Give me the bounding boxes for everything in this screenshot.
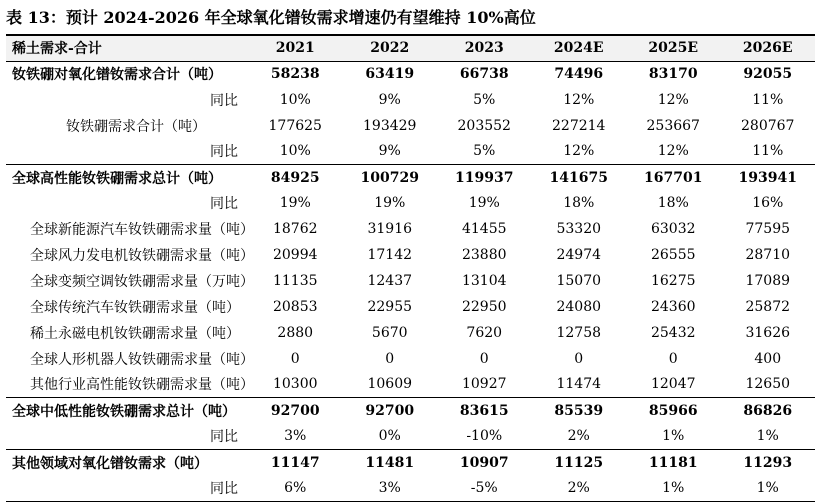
header-year: 2025E [626, 35, 721, 61]
value-cell: 92700 [248, 398, 343, 424]
value-cell: 100729 [343, 165, 438, 191]
value-cell: 203552 [457, 117, 511, 134]
row-label: 钕铁硼需求合计（吨） [66, 118, 206, 135]
table-row [6, 294, 815, 320]
row-label: 其他领域对氧化镨钕需求（吨） [6, 449, 248, 475]
value-cell: 0 [385, 350, 395, 367]
value-cell: 227214 [552, 117, 606, 134]
row-label: 全球风力发电机钕铁硼需求量（吨） [30, 248, 254, 265]
value-cell: 31626 [745, 324, 791, 341]
header-year: 2023 [437, 35, 532, 61]
yoy-value: 12% [657, 91, 689, 108]
header-label: 稀土需求-合计 [6, 35, 248, 61]
value-cell: 17142 [367, 247, 413, 264]
value-cell: 2880 [277, 324, 314, 341]
yoy-value: 18% [657, 195, 689, 212]
value-cell: 85966 [626, 398, 721, 424]
value-cell: 280767 [741, 117, 795, 134]
yoy-value: 11% [752, 143, 784, 160]
yoy-row [6, 139, 815, 165]
yoy-row [6, 87, 815, 113]
total-row [6, 449, 815, 475]
value-cell: 12437 [367, 273, 413, 290]
value-cell: 17089 [745, 273, 791, 290]
yoy-value: 12% [563, 143, 595, 160]
yoy-label: 同比 [210, 429, 238, 446]
value-cell: 15070 [556, 273, 602, 290]
header-year: 2022 [343, 35, 438, 61]
header-year: 2021 [248, 35, 343, 61]
row-label: 钕铁硼对氧化镨钕需求合计（吨） [12, 67, 222, 84]
value-cell: 63032 [650, 221, 696, 238]
yoy-label: 同比 [210, 144, 238, 161]
value-cell: 22950 [461, 298, 507, 315]
value-cell: 12758 [556, 324, 602, 341]
value-cell: 193941 [721, 165, 816, 191]
yoy-value: 0% [378, 428, 401, 445]
value-cell: 167701 [626, 165, 721, 191]
value-cell: 28710 [745, 247, 791, 264]
yoy-label: 同比 [210, 196, 238, 213]
yoy-value: 16% [752, 195, 784, 212]
yoy-value: -5% [437, 475, 532, 501]
value-cell: 22955 [367, 298, 413, 315]
value-cell: 0 [668, 350, 678, 367]
rare-earth-demand-table [6, 34, 815, 502]
value-cell: 10907 [437, 449, 532, 475]
yoy-value: 19% [468, 195, 500, 212]
value-cell: 12650 [745, 376, 791, 393]
yoy-value: 3% [343, 475, 438, 501]
value-cell: 83615 [437, 398, 532, 424]
value-cell: 83170 [648, 66, 698, 83]
value-cell: 193429 [363, 117, 417, 134]
yoy-value: 1% [721, 475, 816, 501]
value-cell: 20853 [272, 298, 318, 315]
header-year: 2026E [721, 35, 816, 61]
value-cell: 16275 [650, 273, 696, 290]
value-cell: 74496 [554, 66, 604, 83]
value-cell: 24080 [556, 298, 602, 315]
value-cell: 58238 [270, 66, 320, 83]
yoy-value: 12% [657, 143, 689, 160]
row-label: 全球高性能钕铁硼需求总计（吨） [6, 165, 248, 191]
value-cell: 26555 [650, 247, 696, 264]
value-cell: 11481 [343, 449, 438, 475]
value-cell: 253667 [646, 117, 700, 134]
yoy-value: 19% [374, 195, 406, 212]
value-cell: 119937 [437, 165, 532, 191]
value-cell: 141675 [532, 165, 627, 191]
value-cell: 24974 [556, 247, 602, 264]
value-cell: 24360 [650, 298, 696, 315]
value-cell: 18762 [272, 221, 318, 238]
value-cell: 92055 [743, 66, 793, 83]
value-cell: 20994 [272, 247, 318, 264]
value-cell: 23880 [461, 247, 507, 264]
yoy-value: 1% [756, 428, 779, 445]
total-row [6, 398, 815, 424]
table-body [6, 61, 815, 501]
yoy-value: 11% [752, 91, 784, 108]
table-title: 表 13：预计 2024-2026 年全球氧化镨钕需求增速仍有望维持 10%高位 [6, 8, 536, 27]
value-cell: 10300 [272, 376, 318, 393]
yoy-row [6, 475, 815, 501]
value-cell: 11135 [272, 273, 318, 290]
row-label: 其他行业高性能钕铁硼需求量（吨） [30, 377, 254, 394]
yoy-value: 12% [563, 91, 595, 108]
yoy-label: 同比 [210, 92, 238, 109]
value-cell: 0 [574, 350, 584, 367]
row-label: 全球新能源汽车钕铁硼需求量（吨） [30, 222, 254, 239]
yoy-value: 19% [279, 195, 311, 212]
yoy-value: 5% [473, 143, 496, 160]
yoy-value: 1% [626, 475, 721, 501]
value-cell: 5670 [371, 324, 408, 341]
table-row [6, 113, 815, 139]
value-cell: 31916 [367, 221, 413, 238]
table-row [6, 320, 815, 346]
yoy-value: 18% [563, 195, 595, 212]
row-label: 全球变频空调钕铁硼需求量（万吨） [30, 274, 254, 291]
value-cell: 0 [290, 350, 300, 367]
table-row [6, 346, 815, 372]
total-row [6, 165, 815, 191]
value-cell: 85539 [532, 398, 627, 424]
yoy-value: 3% [284, 428, 307, 445]
table-header-row [6, 35, 815, 61]
yoy-value: 2% [532, 475, 627, 501]
yoy-row [6, 423, 815, 449]
value-cell: 11474 [556, 376, 602, 393]
value-cell: 25432 [650, 324, 696, 341]
row-label: 稀土永磁电机钕铁硼需求量（吨） [30, 325, 240, 342]
table-row [6, 242, 815, 268]
value-cell: 177625 [268, 117, 322, 134]
yoy-value: 6% [248, 475, 343, 501]
yoy-value: 5% [473, 91, 496, 108]
value-cell: 86826 [721, 398, 816, 424]
value-cell: 13104 [461, 273, 507, 290]
table-row [6, 216, 815, 242]
row-label: 全球中低性能钕铁硼需求总计（吨） [6, 398, 248, 424]
yoy-label: 同比 [6, 475, 248, 501]
yoy-value: 10% [279, 91, 311, 108]
value-cell: 0 [479, 350, 489, 367]
yoy-value: 9% [378, 143, 401, 160]
value-cell: 400 [754, 350, 782, 367]
total-row [6, 61, 815, 87]
value-cell: 11181 [626, 449, 721, 475]
value-cell: 11293 [721, 449, 816, 475]
value-cell: 11125 [532, 449, 627, 475]
yoy-value: 10% [279, 143, 311, 160]
value-cell: 7620 [466, 324, 503, 341]
yoy-value: 9% [378, 91, 401, 108]
table-row [6, 268, 815, 294]
value-cell: 77595 [745, 221, 791, 238]
value-cell: 92700 [343, 398, 438, 424]
table-row [6, 372, 815, 398]
value-cell: 66738 [459, 66, 509, 83]
yoy-value: 1% [662, 428, 685, 445]
value-cell: 53320 [556, 221, 602, 238]
value-cell: 41455 [461, 221, 507, 238]
value-cell: 84925 [248, 165, 343, 191]
header-year: 2024E [532, 35, 627, 61]
row-label: 全球传统汽车钕铁硼需求量（吨） [30, 299, 240, 316]
value-cell: 10609 [367, 376, 413, 393]
row-label: 全球人形机器人钕铁硼需求量（吨） [30, 351, 254, 368]
value-cell: 63419 [365, 66, 415, 83]
value-cell: 11147 [248, 449, 343, 475]
value-cell: 10927 [461, 376, 507, 393]
yoy-value: 2% [567, 428, 590, 445]
yoy-value: -10% [466, 428, 503, 445]
value-cell: 25872 [745, 298, 791, 315]
yoy-row [6, 190, 815, 216]
value-cell: 12047 [650, 376, 696, 393]
